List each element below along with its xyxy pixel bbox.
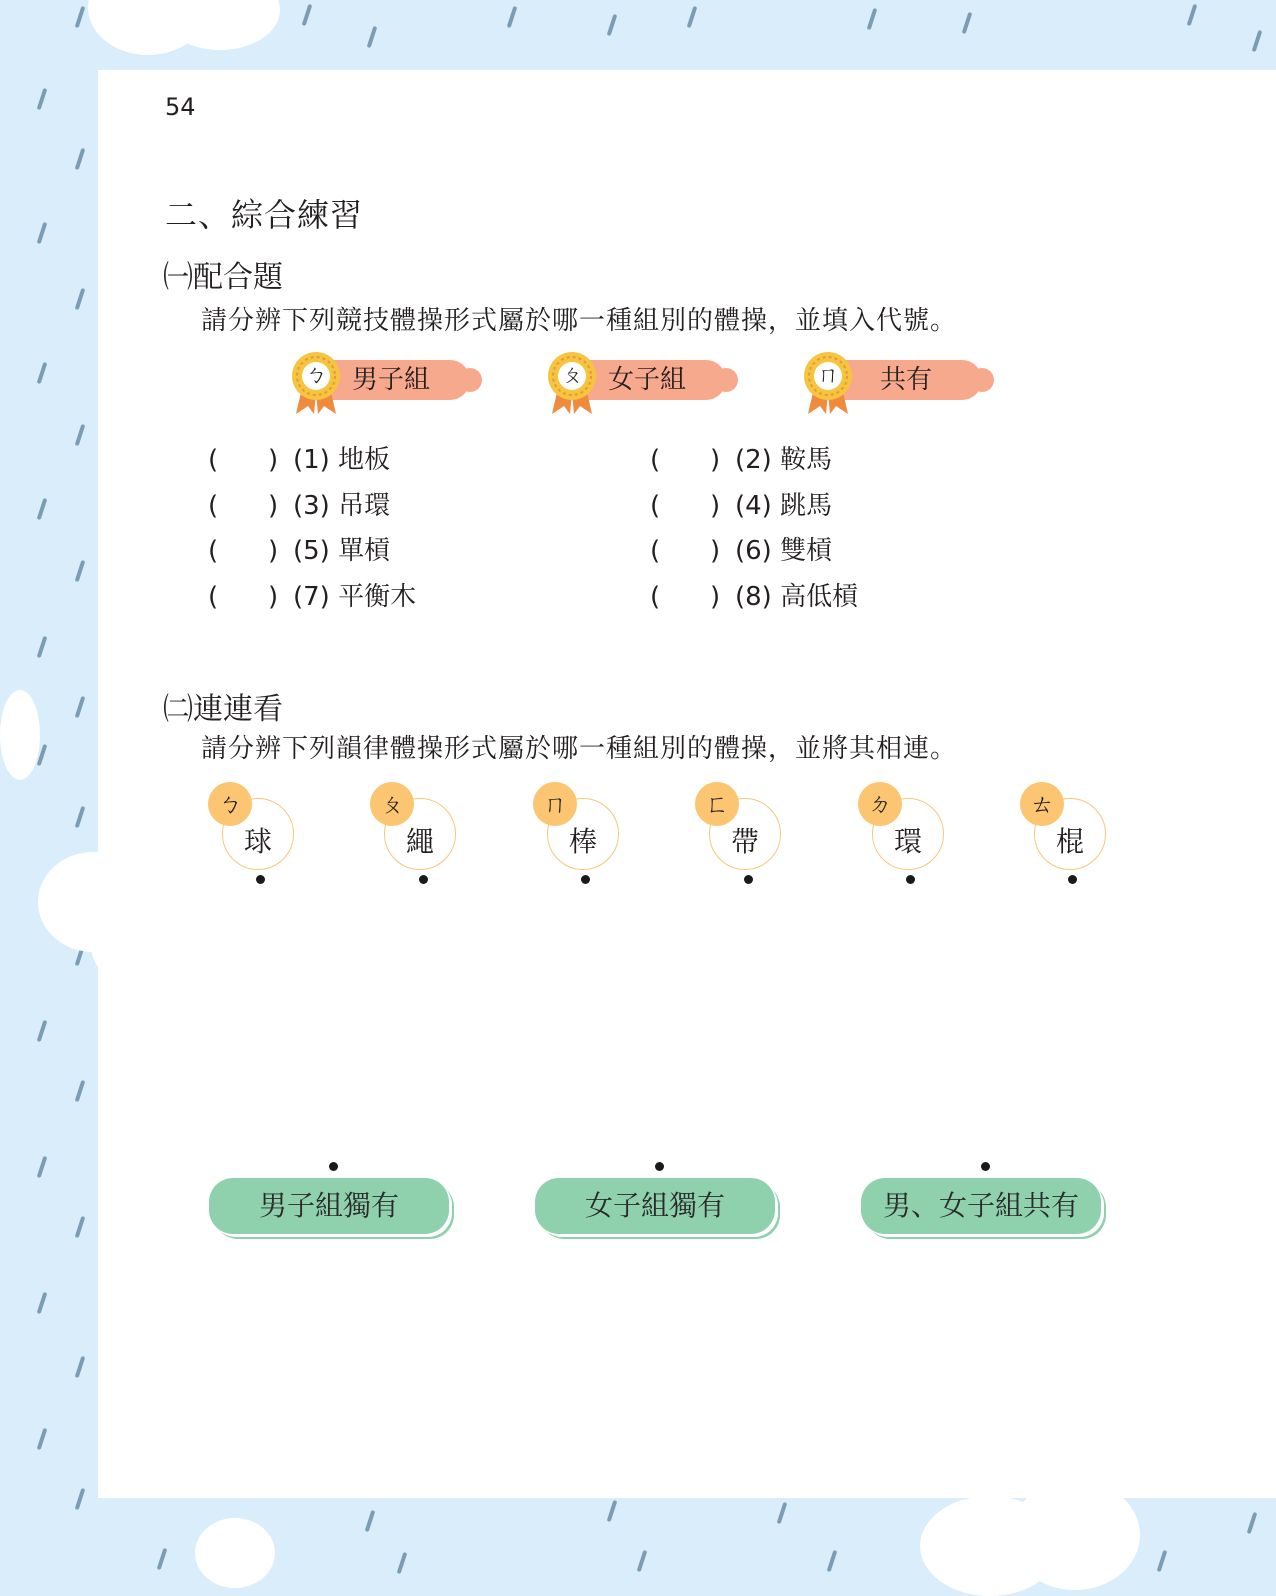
- legend-symbol: ㄇ: [814, 362, 842, 390]
- question-label: (6) 雙槓: [735, 536, 833, 566]
- connect-dot[interactable]: [744, 875, 753, 884]
- apparatus-name: 球: [244, 825, 273, 858]
- connect-dot[interactable]: [1068, 875, 1077, 884]
- question-label: (4) 跳馬: [735, 491, 833, 521]
- legend-male-group: [290, 346, 490, 416]
- answer-paren-close: ): [710, 536, 721, 566]
- connect-dot[interactable]: [906, 875, 915, 884]
- part1-title: ㈠配合題: [163, 260, 283, 295]
- part2-instruction: 請分辨下列韻律體操形式屬於哪一種組別的體操，並將其相連。: [201, 734, 958, 764]
- apparatus-symbol: ㄆ: [370, 782, 414, 826]
- apparatus-name: 棍: [1056, 825, 1085, 858]
- apparatus-symbol: ㄇ: [533, 782, 577, 826]
- legend-symbol: ㄆ: [558, 362, 586, 390]
- answer-paren-close: ): [268, 491, 279, 521]
- answer-paren-open: (: [208, 536, 219, 566]
- answer-paren-open: (: [650, 445, 661, 475]
- group-male-only[interactable]: 男子組獨有: [209, 1178, 449, 1234]
- question-label: (2) 鞍馬: [735, 445, 833, 475]
- connect-dot[interactable]: [581, 875, 590, 884]
- apparatus-name: 棒: [569, 825, 598, 858]
- answer-paren-open: (: [208, 491, 219, 521]
- answer-paren-open: (: [208, 582, 219, 612]
- apparatus-symbol: ㄈ: [695, 782, 739, 826]
- answer-paren-open: (: [650, 536, 661, 566]
- apparatus-symbol: ㄉ: [858, 782, 902, 826]
- question-label: (5) 單槓: [293, 536, 391, 566]
- legend-label: 女子組: [608, 365, 687, 395]
- apparatus-name: 帶: [731, 825, 760, 858]
- answer-paren-close: ): [710, 445, 721, 475]
- answer-paren-close: ): [268, 582, 279, 612]
- group-both[interactable]: 男、女子組共有: [861, 1178, 1101, 1234]
- part2-title: ㈡連連看: [163, 692, 283, 727]
- legend-label: 共有: [880, 365, 933, 395]
- connect-dot[interactable]: [419, 875, 428, 884]
- answer-paren-close: ): [710, 491, 721, 521]
- legend-shared-group: [802, 346, 1002, 416]
- answer-paren-open: (: [650, 491, 661, 521]
- question-label: (3) 吊環: [293, 491, 391, 521]
- answer-paren-open: (: [650, 582, 661, 612]
- connect-dot[interactable]: [329, 1162, 338, 1171]
- group-female-only[interactable]: 女子組獨有: [535, 1178, 775, 1234]
- apparatus-symbol: ㄅ: [208, 782, 252, 826]
- apparatus-name: 繩: [406, 825, 435, 858]
- question-label: (7) 平衡木: [293, 582, 417, 612]
- answer-paren-open: (: [208, 445, 219, 475]
- legend-female-group: [546, 346, 746, 416]
- part1-instruction: 請分辨下列競技體操形式屬於哪一種組別的體操，並填入代號。: [201, 306, 958, 336]
- apparatus-name: 環: [894, 825, 923, 858]
- legend-label: 男子組: [352, 365, 431, 395]
- answer-paren-close: ): [268, 536, 279, 566]
- section-title: 二、綜合練習: [165, 196, 364, 234]
- answer-paren-close: ): [268, 445, 279, 475]
- connect-dot[interactable]: [981, 1162, 990, 1171]
- legend-symbol: ㄅ: [302, 362, 330, 390]
- apparatus-symbol: ㄊ: [1020, 782, 1064, 826]
- question-label: (8) 高低槓: [735, 582, 859, 612]
- question-label: (1) 地板: [293, 445, 391, 475]
- answer-paren-close: ): [710, 582, 721, 612]
- page-number: 54: [165, 93, 196, 121]
- connect-dot[interactable]: [256, 875, 265, 884]
- connect-dot[interactable]: [655, 1162, 664, 1171]
